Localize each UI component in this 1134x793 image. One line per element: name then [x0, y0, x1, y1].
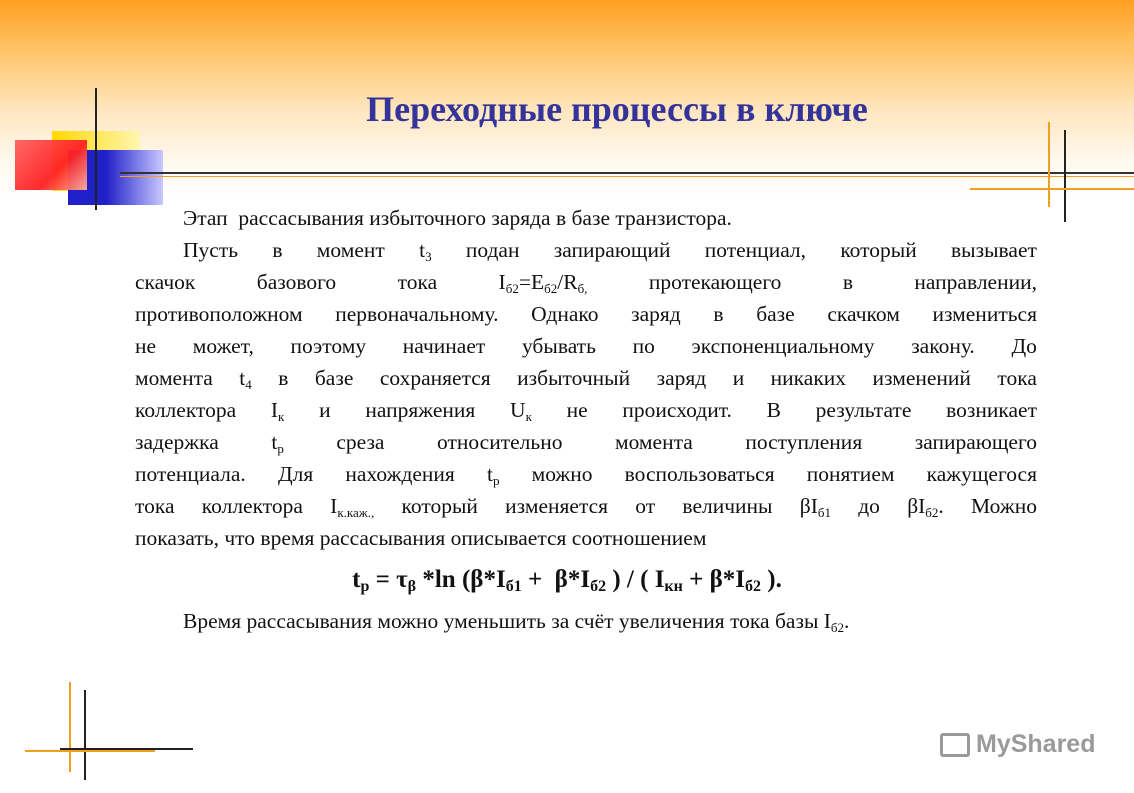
storage-time-formula	[0, 566, 1134, 594]
word: соотношением	[571, 526, 707, 550]
word: $t_р$	[486, 462, 500, 488]
red-square	[15, 140, 87, 190]
subscript: к	[525, 409, 532, 424]
word: протекающего	[648, 270, 782, 294]
word: транзистора.	[615, 206, 732, 230]
paragraph-line	[135, 267, 1037, 297]
word: который	[401, 494, 478, 518]
word: который	[840, 238, 917, 262]
word: что	[224, 526, 256, 550]
subscript: 4	[245, 377, 252, 392]
subscript: β	[407, 578, 417, 595]
word: тока	[997, 366, 1037, 390]
text-run: t	[352, 566, 361, 593]
word: базе	[756, 302, 795, 326]
word: сохраняется	[379, 366, 491, 390]
word: В	[766, 398, 781, 422]
text-run: ) / ( I	[606, 566, 665, 593]
word: скачок	[135, 270, 196, 294]
paragraph-line	[183, 203, 1037, 233]
word: поступления	[745, 430, 863, 454]
word: потенциала.	[135, 462, 246, 486]
word: момент	[316, 238, 385, 262]
presentation-icon	[940, 733, 970, 757]
subscript: б2	[925, 505, 939, 520]
word: происходит.	[622, 398, 732, 422]
word: от	[635, 494, 656, 518]
text-run: Время рассасывания можно уменьшить за счёт увеличения тока базы I	[183, 609, 831, 633]
subscript: кн	[664, 578, 683, 595]
word: понятием	[806, 462, 895, 486]
word: показать,	[135, 526, 219, 550]
word: скачком	[827, 302, 900, 326]
paragraph-line	[135, 395, 1037, 425]
word: в	[713, 302, 724, 326]
text-run: *ln (β*I	[416, 566, 506, 593]
text-run: + β*I	[682, 566, 746, 593]
word: рассасывания	[238, 206, 364, 230]
subscript: к.каж.,	[337, 505, 375, 520]
word: тока	[135, 494, 175, 518]
word: базе	[314, 366, 354, 390]
word: никаких	[770, 366, 847, 390]
word: в	[272, 238, 283, 262]
word: убывать	[521, 334, 596, 358]
word: описывается	[450, 526, 567, 550]
word: первоначальному.	[335, 302, 499, 326]
word: тока	[397, 270, 438, 294]
word: в	[278, 366, 289, 390]
word: рассасывания	[319, 526, 446, 550]
word: $\beta I_{б2}$.	[907, 494, 944, 520]
word: вызывает	[951, 238, 1037, 262]
word: кажущегося	[926, 462, 1037, 486]
word: запирающего	[914, 430, 1037, 454]
word: не	[566, 398, 588, 422]
word: момента	[614, 430, 693, 454]
word: возникает	[946, 398, 1037, 422]
paragraph-line	[183, 235, 1037, 265]
word: Можно	[971, 494, 1037, 518]
word: Пусть	[183, 238, 239, 262]
word: и	[732, 366, 745, 390]
text-run: + β*I	[521, 566, 591, 593]
word: начинает	[402, 334, 486, 358]
word: измениться	[932, 302, 1037, 326]
slide-title: Переходные процессы в ключе	[366, 89, 868, 129]
word: $U_к$	[510, 398, 532, 424]
paragraph-line	[135, 491, 1037, 521]
word: относительно	[437, 430, 563, 454]
word: $I_{к.каж.,}$	[330, 494, 375, 520]
subscript: 3	[425, 249, 432, 264]
text-run: .	[844, 609, 850, 633]
word: среза	[336, 430, 385, 454]
word: Для	[277, 462, 314, 486]
word: можно	[531, 462, 593, 486]
word: заряд	[631, 302, 681, 326]
paragraph-line	[135, 427, 1037, 457]
word: результате	[815, 398, 912, 422]
subscript: б1	[505, 578, 522, 595]
word: направлении,	[914, 270, 1037, 294]
word: экспоненциальному	[691, 334, 875, 358]
paragraph-line	[135, 459, 1037, 489]
word: изменяется	[505, 494, 609, 518]
word: До	[1011, 334, 1037, 358]
word: Этап	[183, 206, 228, 230]
word: величины	[682, 494, 773, 518]
word: не	[135, 334, 157, 358]
word: изменений	[872, 366, 971, 390]
word: в	[842, 270, 853, 294]
word: воспользоваться	[624, 462, 775, 486]
word: задержка	[135, 430, 219, 454]
word: $I_к$	[270, 398, 285, 424]
word: нахождения	[345, 462, 455, 486]
word: может,	[192, 334, 254, 358]
word: $I_{б2}=E_{б2}/R_{б,}$	[498, 270, 588, 296]
paragraph-line	[135, 331, 1037, 361]
word: время	[260, 526, 315, 550]
word: заряда	[491, 206, 551, 230]
word: $t_3$	[419, 238, 432, 264]
paragraph-line	[135, 363, 1037, 393]
word: поэтому	[290, 334, 367, 358]
subscript: б,	[577, 281, 588, 296]
word: подан	[465, 238, 520, 262]
subscript: р	[277, 441, 284, 456]
subscript: б2	[745, 578, 762, 595]
subscript: б2	[590, 578, 607, 595]
subscript: б2	[830, 620, 845, 635]
word: по	[632, 334, 655, 358]
word: базе	[571, 206, 611, 230]
word: коллектора	[135, 398, 237, 422]
word: момента	[135, 366, 213, 390]
subscript: б2	[544, 281, 558, 296]
watermark-text: MyShared	[976, 730, 1096, 758]
subscript: р	[492, 473, 500, 488]
paragraph-line	[135, 523, 1037, 553]
word: избыточный	[517, 366, 631, 390]
word: закону.	[911, 334, 975, 358]
word: заряд	[656, 366, 707, 390]
word: в	[555, 206, 567, 230]
word: противоположном	[135, 302, 303, 326]
word: потенциал,	[704, 238, 807, 262]
text-run: = τ	[369, 566, 408, 593]
conclusion-text	[183, 609, 849, 634]
subscript: б1	[817, 505, 831, 520]
word: избыточного	[369, 206, 487, 230]
word: $t_4$	[239, 366, 252, 392]
word: Однако	[531, 302, 599, 326]
word: напряжения	[365, 398, 476, 422]
text-run: ).	[761, 566, 782, 593]
paragraph-line	[135, 299, 1037, 329]
word: базового	[256, 270, 337, 294]
word: запирающий	[553, 238, 671, 262]
subscript: р	[360, 578, 370, 595]
word: $t_р$	[271, 430, 284, 456]
word: коллектора	[201, 494, 303, 518]
subscript: б2	[505, 281, 519, 296]
subscript: к	[278, 409, 285, 424]
word: до	[858, 494, 880, 518]
watermark	[940, 730, 1095, 759]
word: $\beta I_{б1}$	[799, 494, 831, 520]
word: и	[319, 398, 331, 422]
